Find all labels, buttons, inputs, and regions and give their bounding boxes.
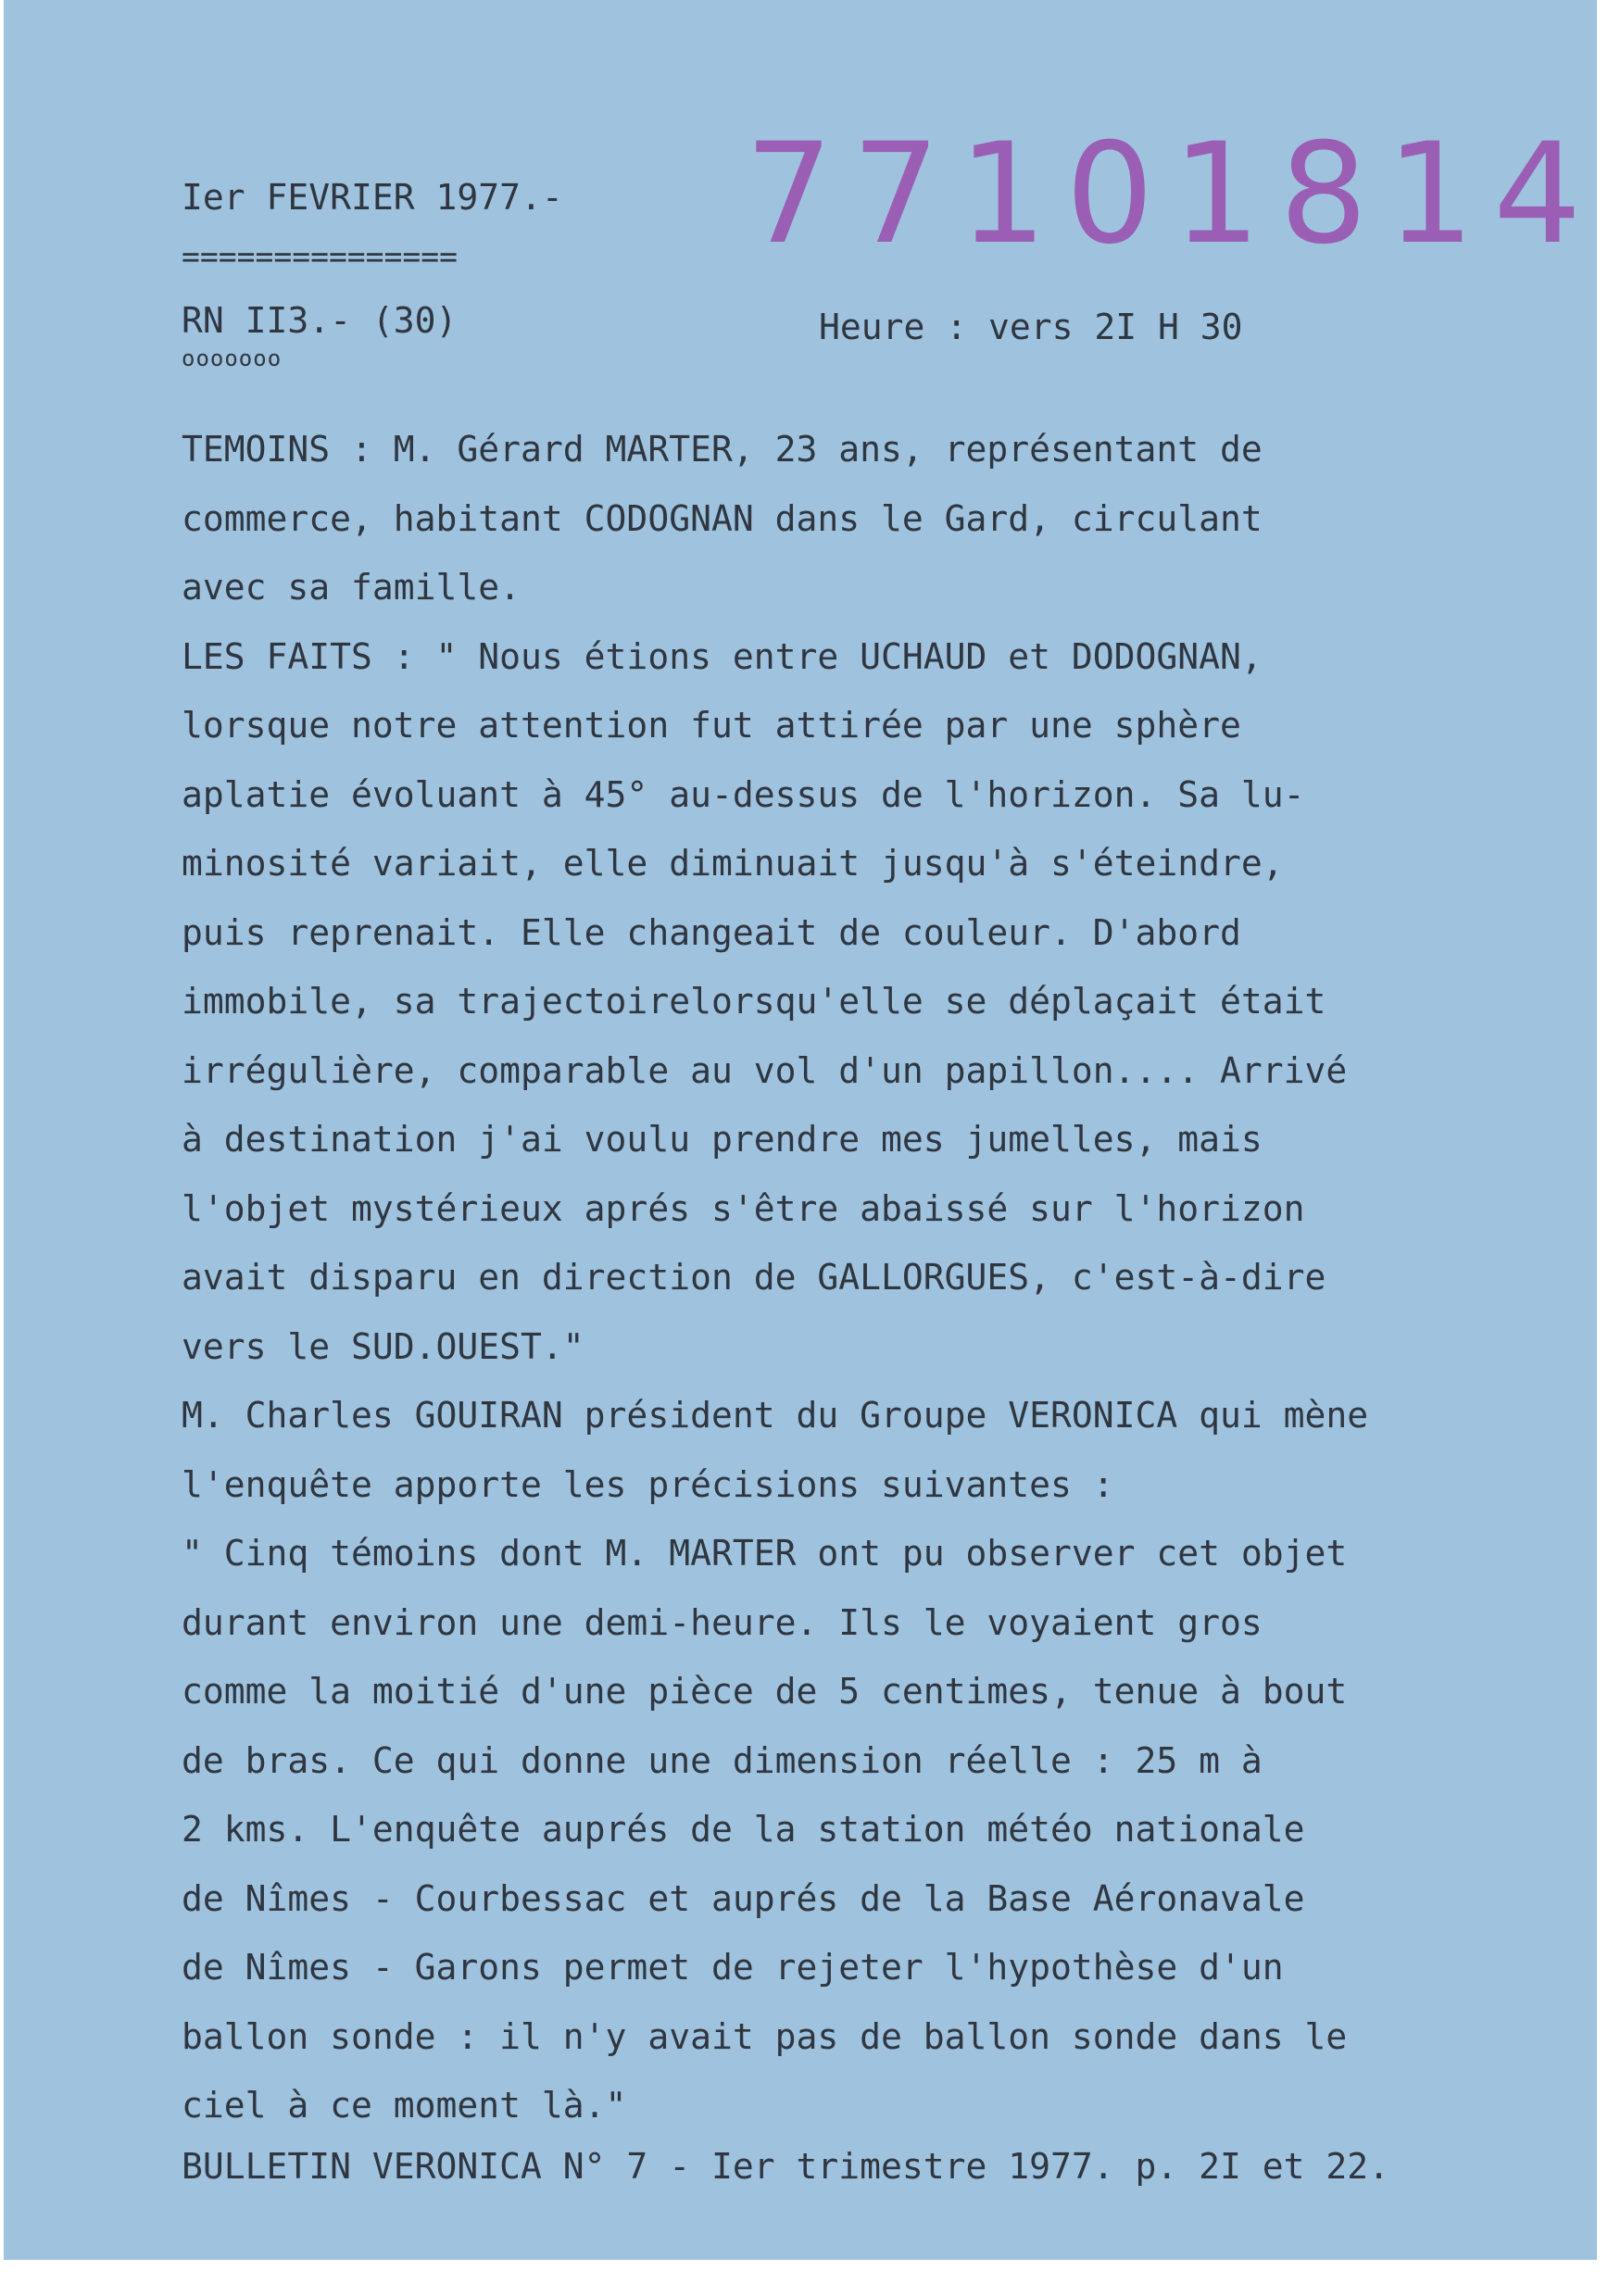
body-line: ciel à ce moment là." bbox=[182, 2085, 627, 2126]
body-line: comme la moitié d'une pièce de 5 centimes, tenue à bout bbox=[182, 1671, 1348, 1712]
body-line: immobile, sa trajectoirelorsqu'elle se déplaçait était bbox=[182, 981, 1326, 1022]
date-underline: =============== bbox=[182, 238, 459, 274]
body-line: ballon sonde : il n'y avait pas de ballon sonde dans le bbox=[182, 2015, 1348, 2057]
body-line: vers le SUD.OUEST." bbox=[182, 1325, 584, 1367]
body-line: aplatie évoluant à 45° au-dessus de l'horizon. Sa lu- bbox=[182, 773, 1305, 815]
body-line: " Cinq témoins dont M. MARTER ont pu observer cet objet bbox=[182, 1533, 1348, 1574]
body-line: commerce, habitant CODOGNAN dans le Gard, circulant bbox=[182, 497, 1263, 539]
body-line: de bras. Ce qui donne une dimension réelle : 25 m à bbox=[182, 1739, 1263, 1781]
body-line: M. Charles GOUIRAN président du Groupe VERONICA qui mène bbox=[182, 1395, 1369, 1436]
source-citation: BULLETIN VERONICA N° 7 - Ier trimestre 1977. p. 2I et 22. bbox=[182, 2145, 1390, 2187]
body-line: avait disparu en direction de GALLORGUES, c'est-à-dire bbox=[182, 1257, 1326, 1298]
case-number-stamp: 77101814 bbox=[745, 114, 1601, 275]
body-line: de Nîmes - Garons permet de rejeter l'hypothèse d'un bbox=[182, 1947, 1284, 1988]
blue-paper-sheet bbox=[4, 0, 1601, 2260]
body-line: durant environ une demi-heure. Ils le voyaient gros bbox=[182, 1601, 1263, 1643]
observation-time: Heure : vers 2I H 30 bbox=[819, 307, 1243, 347]
body-line: puis reprenait. Elle changeait de couleur. D'abord bbox=[182, 911, 1241, 953]
body-line: lorsque notre attention fut attirée par une sphère bbox=[182, 705, 1241, 746]
body-line: minosité variait, elle diminuait jusqu'à s'éteindre, bbox=[182, 843, 1284, 884]
body-line: avec sa famille. bbox=[182, 567, 521, 608]
body-line: l'objet mystérieux aprés s'être abaissé sur l'horizon bbox=[182, 1187, 1305, 1229]
body-line: LES FAITS : " Nous étions entre UCHAUD et DODOGNAN, bbox=[182, 635, 1263, 677]
report-date: Ier FEVRIER 1977.- bbox=[182, 177, 563, 218]
body-line: de Nîmes - Courbessac et auprés de la Base Aéronavale bbox=[182, 1877, 1305, 1919]
road-underline: ooooooo bbox=[182, 345, 283, 371]
body-line: TEMOINS : M. Gérard MARTER, 23 ans, représentant de bbox=[182, 429, 1263, 470]
body-line: à destination j'ai voulu prendre mes jumelles, mais bbox=[182, 1119, 1263, 1160]
road-reference: RN II3.- (30) bbox=[182, 300, 458, 341]
body-line: irrégulière, comparable au vol d'un papillon.... Arrivé bbox=[182, 1049, 1348, 1091]
body-line: l'enquête apporte les précisions suivantes : bbox=[182, 1463, 1114, 1505]
report-body bbox=[182, 415, 1552, 2192]
body-line: 2 kms. L'enquête auprés de la station météo nationale bbox=[182, 1809, 1305, 1850]
